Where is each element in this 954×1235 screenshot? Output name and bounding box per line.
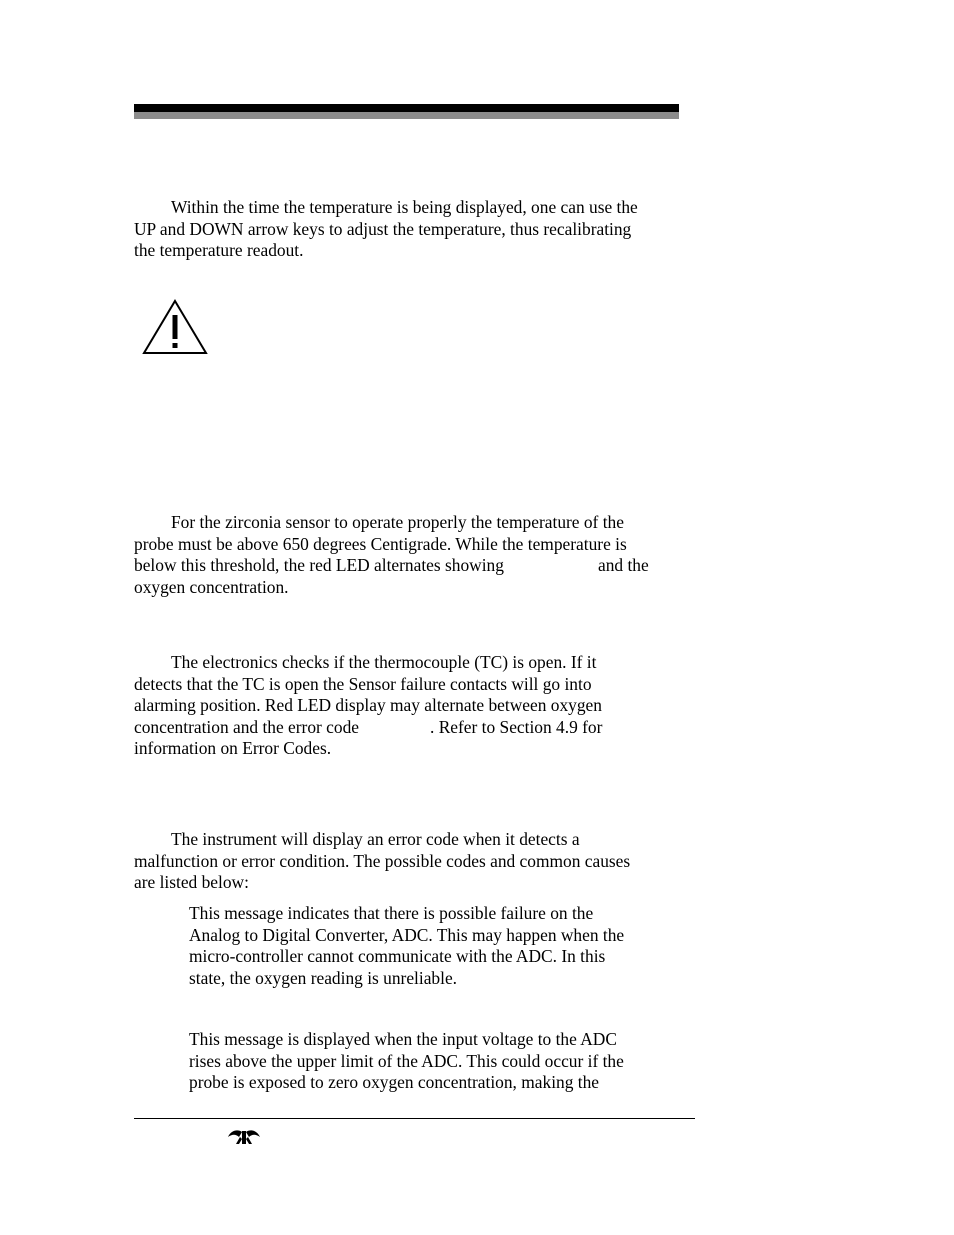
footer-rule xyxy=(134,1118,695,1119)
header-rule-dark xyxy=(134,104,679,112)
paragraph-thermocouple: The electronics checks if the thermocouple (TC) is open. If it detects that the TC is open the Sensor failure contacts will go into alarming position. Red LED display may alternate between oxygen concentration and the error code . Refer to Section 4.9 for information on Error Codes. xyxy=(134,652,603,758)
warning-triangle-icon xyxy=(141,298,209,356)
paragraph-temperature-adjust: Within the time the temperature is being displayed, one can use the UP and DOWN arrow keys to adjust the temperature, thus recalibrating the temperature readout. xyxy=(134,197,638,260)
teledyne-logo-icon xyxy=(226,1128,262,1146)
error-description-adc-failure: This message indicates that there is possible failure on the Analog to Digital Converter, ADC. This may happen when the micro-controller cannot communicate with the ADC. In this state, the oxygen reading is unreliable. xyxy=(189,903,625,988)
paragraph-zirconia-sensor: For the zirconia sensor to operate properly the temperature of the probe must be above 650 degrees Centigrade. While the temperature is below this threshold, the red LED alternates showing and the oxygen concentration. xyxy=(134,512,649,597)
header-rule-shadow xyxy=(134,112,679,119)
error-description-adc-overrange: This message is displayed when the input voltage to the ADC rises above the upper limit of the ADC. This could occur if the probe is exposed to zero oxygen concentration, making the xyxy=(189,1029,624,1092)
paragraph-error-codes-intro: The instrument will display an error code when it detects a malfunction or error condition. The possible codes and common causes are listed below: xyxy=(134,829,631,892)
